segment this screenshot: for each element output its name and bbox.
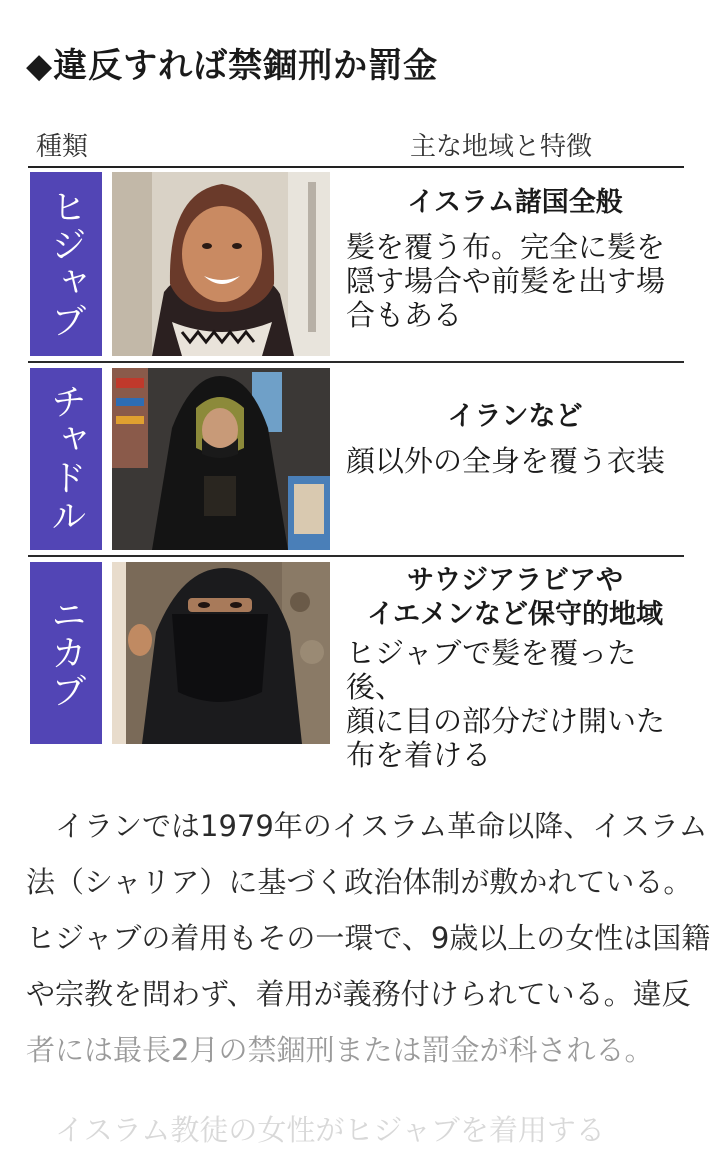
row-label-cell [30,172,102,356]
article-line-faded: イスラム教徒の女性がヒジャブを着用する [26,1113,605,1147]
page-title: ◆違反すれば禁錮刑か罰金 [26,46,439,86]
article-line: イランでは1979年のイスラム革命以降、イスラム [26,809,708,843]
row-description: 髪を覆う布。完全に髪を 隠す場合や前髪を出す場 合もある [346,230,666,332]
hijab-photo [112,172,330,356]
row-region: イランなど [447,401,583,432]
article-line: ヒジャブの着用もその一環で、9歳以上の女性は国籍 [26,921,711,955]
article-line: 法（シャリア）に基づく政治体制が敷かれている。 [26,865,693,899]
row-description: 顔以外の全身を覆う衣装 [346,444,666,478]
table-row-niqab [28,562,684,772]
row-label-cell [30,368,102,550]
row-divider [28,555,684,557]
row-region: サウジアラビアや イエメンなど保守的地域 [367,565,663,630]
article-line: 者には最長2月の禁錮刑または罰金が科される。 [26,1033,654,1067]
row-info [346,400,684,478]
niqab-photo [112,562,330,744]
table-row-hijab [28,172,684,356]
chador-photo [112,368,330,550]
row-label-cell [30,562,102,744]
row-label: ヒジャブ [45,188,87,340]
row-divider [28,361,684,363]
column-header-region: 主な地域と特徴 [410,132,593,162]
article-line: や宗教を問わず、着用が義務付けられている。違反 [26,977,691,1011]
row-region: イスラム諸国全般 [407,187,623,218]
row-label: チャドル [45,383,87,535]
table-header [28,126,684,168]
row-info [346,564,684,772]
table-row-chador [28,368,684,550]
row-description: ヒジャブで髪を覆った後、 顔に目の部分だけ開いた 布を着ける [346,636,666,772]
row-label: ニカブ [45,596,87,710]
article-body [26,798,711,1147]
row-info [346,186,684,332]
column-header-kind: 種類 [36,132,89,162]
